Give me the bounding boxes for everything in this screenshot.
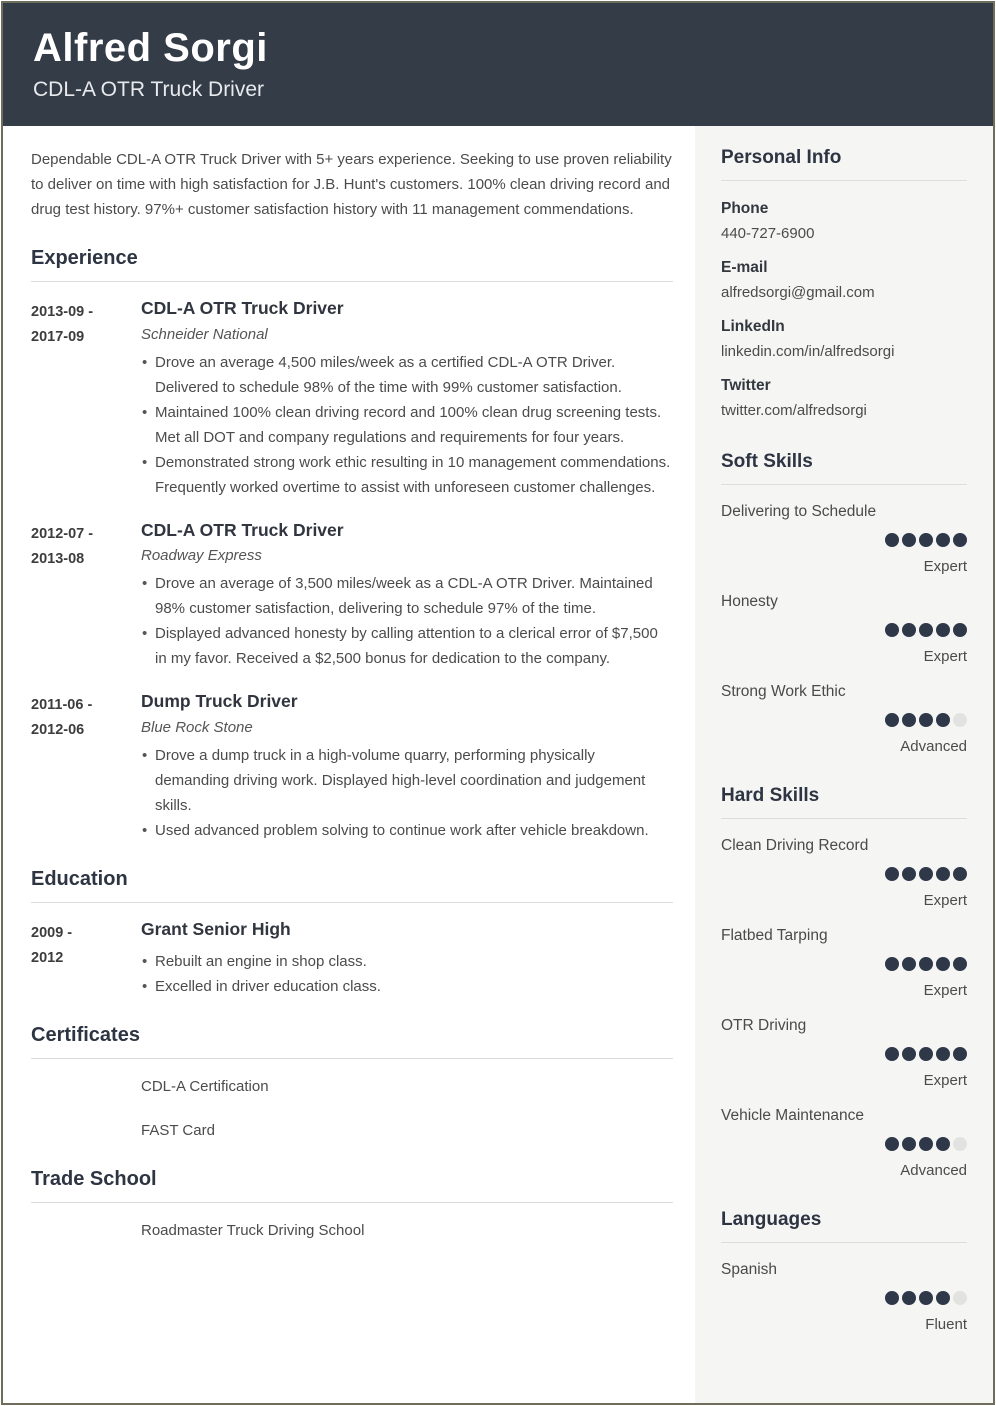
bullet-item: • Maintained 100% clean driving record and 100% clean drug screening tests. Met all DOT and company regulations and requirements for four years.	[141, 400, 673, 450]
rating-dot-filled	[885, 713, 899, 727]
entry-title: Dump Truck Driver	[141, 691, 298, 712]
entry-date-start: 2013-09 -	[31, 304, 94, 320]
entry	[31, 1218, 673, 1243]
rating-dot-filled	[885, 1047, 899, 1061]
personal-info-label: Phone	[721, 200, 769, 217]
skill-level-label: Expert	[923, 558, 967, 575]
rating-dot-filled	[919, 533, 933, 547]
entry-company: Blue Rock Stone	[141, 718, 253, 736]
skill-item	[721, 924, 967, 1001]
entry-date-start: 2011-06 -	[31, 697, 93, 714]
rating-dot-filled	[885, 623, 899, 637]
skill-group-languages	[721, 1209, 967, 1335]
skill-name: Delivering to Schedule	[721, 503, 877, 520]
bullet-item: • Displayed advanced honesty by calling attention to a clerical error of $7,500 in my favor. Received a $2,500 bonus for dedication to the company.	[141, 621, 673, 671]
personal-info-item	[721, 255, 967, 305]
entry	[31, 519, 673, 672]
skill-name: Spanish	[721, 1261, 778, 1278]
entry	[31, 918, 673, 999]
entry	[31, 297, 673, 500]
rating-dot-filled	[902, 1291, 916, 1305]
skill-rating-dots	[721, 1047, 967, 1064]
section-title: Experience	[31, 247, 673, 282]
skill-level-label: Expert	[923, 1072, 967, 1089]
skill-item	[721, 590, 967, 667]
personal-info-label: E-mail	[721, 259, 768, 276]
rating-dot-filled	[953, 1047, 967, 1061]
skill-level-label: Advanced	[900, 738, 967, 755]
list-item: FAST Card	[141, 1121, 215, 1139]
rating-dot-filled	[953, 867, 967, 881]
personal-info-item	[721, 314, 967, 364]
rating-dot-filled	[919, 1291, 933, 1305]
sidebar-section-title: Hard Skills	[721, 785, 967, 819]
rating-dot-filled	[919, 867, 933, 881]
skill-name: Vehicle Maintenance	[721, 1107, 865, 1124]
rating-dot-filled	[919, 1047, 933, 1061]
rating-dot-filled	[919, 713, 933, 727]
entry-company: Schneider National	[141, 325, 268, 343]
entry-date-end: 2017-09	[31, 329, 85, 345]
section-title: Education	[31, 868, 673, 903]
skill-name: Clean Driving Record	[721, 837, 869, 854]
entry-dates	[31, 918, 141, 999]
skill-rating-dots	[721, 957, 967, 974]
rating-dot-filled	[936, 957, 950, 971]
section-title: Trade School	[31, 1168, 673, 1203]
rating-dot-filled	[885, 867, 899, 881]
rating-dot-filled	[885, 957, 899, 971]
rating-dot-filled	[902, 867, 916, 881]
entry	[31, 690, 673, 843]
skill-level-label: Fluent	[925, 1316, 967, 1333]
bullet-item: • Rebuilt an engine in shop class.	[141, 949, 673, 974]
personal-info-section	[721, 147, 967, 423]
rating-dot-filled	[919, 623, 933, 637]
sidebar-section-title: Languages	[721, 1209, 967, 1243]
entry-bullets	[141, 571, 673, 671]
skill-item	[721, 500, 967, 577]
skill-level-label: Expert	[923, 982, 967, 999]
rating-dot-filled	[902, 713, 916, 727]
rating-dot-filled	[936, 623, 950, 637]
entry-date-end: 2012-06	[31, 722, 85, 739]
entry-body	[141, 1118, 673, 1143]
entry-body	[141, 1074, 673, 1099]
entry-title: CDL-A OTR Truck Driver	[141, 519, 344, 540]
skill-level-label: Advanced	[900, 1162, 967, 1179]
rating-dot-filled	[936, 713, 950, 727]
skill-rating-dots	[721, 1291, 967, 1308]
bullet-item: • Used advanced problem solving to continue work after vehicle breakdown.	[141, 818, 673, 843]
skill-rating-dots	[721, 623, 967, 640]
sidebar	[695, 126, 993, 1403]
entry-body	[141, 297, 673, 500]
rating-dot-filled	[902, 1047, 916, 1061]
list-item: CDL-A Certification	[141, 1077, 269, 1095]
entry	[31, 1118, 673, 1143]
skill-group-hard-skills	[721, 785, 967, 1181]
personal-info-label: LinkedIn	[721, 318, 785, 335]
entry-date-start: 2009 -	[31, 924, 73, 941]
bullet-item: • Excelled in driver education class.	[141, 974, 673, 999]
rating-dot-filled	[919, 957, 933, 971]
rating-dot-filled	[885, 1291, 899, 1305]
section-education	[31, 868, 673, 999]
skill-name: Strong Work Ethic	[721, 683, 846, 700]
main-column	[3, 126, 695, 1403]
bullet-item: • Drove a dump truck in a high-volume quarry, performing physically demanding driving work. Displayed high-level coordination and judgement skills.	[141, 743, 673, 818]
section-experience	[31, 247, 673, 843]
entry-dates	[31, 519, 141, 672]
personal-info-item	[721, 196, 967, 246]
body	[3, 126, 993, 1403]
main-sections	[31, 247, 673, 1243]
skill-group-soft-skills	[721, 451, 967, 757]
candidate-name: Alfred Sorgi	[33, 26, 268, 70]
rating-dot-filled	[953, 533, 967, 547]
personal-info-item	[721, 373, 967, 423]
rating-dot-filled	[936, 867, 950, 881]
personal-info-value: linkedin.com/in/alfredsorgi	[721, 343, 895, 360]
personal-info-value: alfredsorgi@gmail.com	[721, 284, 875, 301]
rating-dot-filled	[936, 1137, 950, 1151]
bullet-item: • Demonstrated strong work ethic resulting in 10 management commendations. Frequently worked overtime to assist with unforeseen customer challenges.	[141, 450, 673, 500]
header	[3, 3, 993, 126]
entry-body	[141, 1218, 673, 1243]
rating-dot-filled	[936, 1291, 950, 1305]
entry-body	[141, 519, 673, 672]
rating-dot-filled	[902, 1137, 916, 1151]
rating-dot-filled	[953, 623, 967, 637]
entry-dates	[31, 690, 141, 843]
rating-dot-filled	[919, 1137, 933, 1151]
rating-dot-filled	[953, 957, 967, 971]
resume-page	[1, 1, 995, 1405]
skill-rating-dots	[721, 1137, 967, 1154]
entry	[31, 1074, 673, 1099]
section-title: Certificates	[31, 1024, 673, 1059]
sidebar-sections	[721, 147, 967, 1335]
rating-dot-filled	[885, 1137, 899, 1151]
personal-info-value: twitter.com/alfredsorgi	[721, 402, 867, 419]
skill-name: Honesty	[721, 593, 778, 610]
skill-level-label: Expert	[923, 892, 967, 909]
sidebar-section-title: Personal Info	[721, 147, 967, 181]
personal-info-label: Twitter	[721, 377, 771, 394]
skill-rating-dots	[721, 533, 967, 550]
list-item: Roadmaster Truck Driving School	[141, 1221, 365, 1239]
section-trade-school	[31, 1168, 673, 1243]
summary-paragraph: Dependable CDL-A OTR Truck Driver with 5+ years experience. Seeking to use proven reliability to deliver on time with high satisfaction for J.B. Hunt's customers. 100% clean driving record and drug test history. 97%+ customer satisfaction history with 11 management commendations.	[31, 151, 672, 218]
rating-dot-filled	[936, 533, 950, 547]
entry-title: Grant Senior High	[141, 918, 291, 939]
rating-dot-filled	[936, 1047, 950, 1061]
personal-info-value: 440-727-6900	[721, 225, 815, 242]
skill-item	[721, 1014, 967, 1091]
rating-dot-empty	[953, 1291, 967, 1305]
skill-item	[721, 834, 967, 911]
entry-date-start: 2012-07 -	[31, 525, 94, 542]
entry-date-end: 2012	[31, 949, 64, 966]
entry-bullets	[141, 949, 673, 999]
skill-rating-dots	[721, 713, 967, 730]
rating-dot-empty	[953, 713, 967, 727]
sidebar-section-title: Soft Skills	[721, 451, 967, 485]
rating-dot-empty	[953, 1137, 967, 1151]
skill-level-label: Expert	[923, 648, 967, 665]
entry-dates-empty	[31, 1074, 141, 1099]
entry-company: Roadway Express	[141, 547, 262, 565]
rating-dot-filled	[902, 533, 916, 547]
rating-dot-filled	[885, 533, 899, 547]
entry-date-end: 2013-08	[31, 550, 85, 567]
entry-bullets	[141, 350, 673, 500]
skill-name: Flatbed Tarping	[721, 927, 828, 944]
bullet-item: • Drove an average of 3,500 miles/week as a CDL-A OTR Driver. Maintained 98% customer satisfaction, delivering to schedule 97% of the time.	[141, 571, 673, 621]
entry-body	[141, 918, 673, 999]
rating-dot-filled	[902, 623, 916, 637]
skill-item	[721, 680, 967, 757]
rating-dot-filled	[902, 957, 916, 971]
entry-dates-empty	[31, 1218, 141, 1243]
skill-item	[721, 1258, 967, 1335]
bullet-item: • Drove an average 4,500 miles/week as a certified CDL-A OTR Driver. Delivered to schedule 98% of the time with 99% customer satisfaction.	[141, 350, 673, 400]
skill-name: OTR Driving	[721, 1017, 807, 1034]
entry-dates-empty	[31, 1118, 141, 1143]
entry-bullets	[141, 743, 673, 843]
entry-dates	[31, 297, 141, 500]
section-certificates	[31, 1024, 673, 1143]
skill-item	[721, 1104, 967, 1181]
candidate-job-title: CDL-A OTR Truck Driver	[33, 78, 265, 101]
entry-title: CDL-A OTR Truck Driver	[141, 298, 344, 318]
entry-body	[141, 690, 673, 843]
skill-rating-dots	[721, 867, 967, 884]
